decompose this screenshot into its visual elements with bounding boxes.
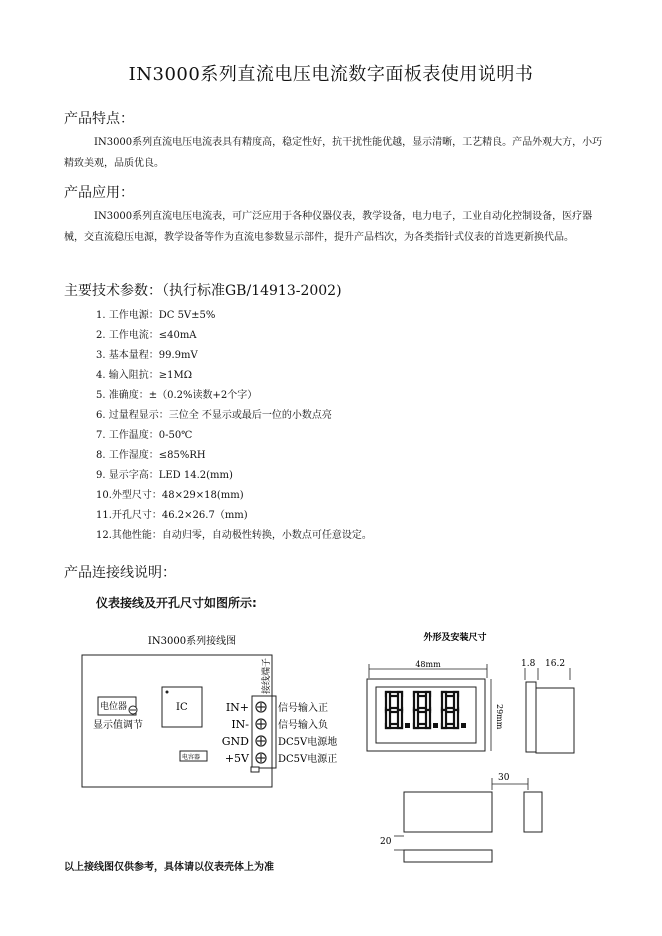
applications-heading: 产品应用： xyxy=(64,185,134,201)
pot-label: 电位器 xyxy=(100,702,128,712)
features-text: IN3000系列直流电压电流表具有精度高，稳定性好，抗干扰性能优越，显示清晰，工艺精良。产品外观大方，小巧精致美观，品质优良。 xyxy=(64,137,603,169)
wiring-note: 以上接线图仅供参考，具体请以仪表壳体上为准 xyxy=(64,862,274,873)
applications-paragraph xyxy=(64,206,604,248)
decimal-point xyxy=(405,723,410,728)
param-item: 11.开孔尺寸：46.2×26.7（mm) xyxy=(96,510,248,521)
param-item: 6. 过量程显示：三位全 不显示或最后一位的小数点亮 xyxy=(96,410,332,421)
wiring-diagram xyxy=(70,628,350,793)
seven-segment-display xyxy=(386,692,466,728)
wiring-heading: 产品连接线说明： xyxy=(64,565,176,581)
depth-a-label: 1.8 xyxy=(521,659,536,669)
param-item: 4. 输入阻抗：≥1MΩ xyxy=(96,370,192,381)
document-title: IN3000系列直流电压电流数字面板表使用说明书 xyxy=(128,64,534,85)
pins-group xyxy=(222,701,338,765)
wiring-diagram-title: IN3000系列接线图 xyxy=(147,636,237,647)
param-item: 12.其他性能：自动归零，自动极性转换，小数点可任意设定。 xyxy=(96,530,372,541)
param-item: 7. 工作温度：0-50℃ xyxy=(96,430,193,441)
cutout-bottom xyxy=(404,850,492,862)
cutout-front xyxy=(404,792,492,832)
segment xyxy=(442,692,446,710)
segment xyxy=(454,710,458,728)
pin-description: DC5V电源正 xyxy=(278,754,338,765)
segment xyxy=(386,692,390,710)
decimal-point xyxy=(433,723,438,728)
cutout-side xyxy=(524,792,542,832)
param-item: 3. 基本量程：99.9mV xyxy=(96,350,198,361)
pin-name: +5V xyxy=(224,752,249,765)
height-label: 29mm xyxy=(495,704,504,730)
width-label: 48mm xyxy=(415,660,441,669)
applications-text: IN3000系列直流电压电流表，可广泛应用于各种仪器仪表，教学设备，电力电子，工业自动化控制设备，医疗器械，交直流稳压电源，教学设备等作为直流电参数显示部件，提升产品档次，为各类指针式仪表的首选更新换代品。 xyxy=(64,211,593,243)
ic-pin1-dot xyxy=(166,691,169,694)
pin-name: IN+ xyxy=(225,701,249,714)
adjust-label: 显示值调节 xyxy=(93,720,143,731)
param-item: 5. 准确度：±（0.2%读数+2个字） xyxy=(96,390,258,401)
wiring-subheading: 仪表接线及开孔尺寸如图所示: xyxy=(96,596,257,610)
param-item: 8. 工作湿度：≤85%RH xyxy=(96,450,206,461)
cut-height-label: 20 xyxy=(380,837,392,847)
segment xyxy=(426,710,430,728)
cut-width-label: 30 xyxy=(498,773,510,783)
dimension-diagram xyxy=(360,628,600,868)
segment xyxy=(442,710,446,728)
param-item: 10.外型尺寸：48×29×18(mm) xyxy=(96,490,244,501)
features-heading: 产品特点： xyxy=(64,111,134,127)
params-list xyxy=(96,306,372,546)
segment xyxy=(454,692,458,710)
depth-b-label: 16.2 xyxy=(545,659,566,669)
segment xyxy=(398,710,402,728)
segment xyxy=(398,692,402,710)
terminal-label: 接线端子 xyxy=(262,657,272,694)
segment xyxy=(414,710,418,728)
segment xyxy=(426,692,430,710)
segment xyxy=(414,692,418,710)
decimal-point xyxy=(461,723,466,728)
pin-description: 信号输入正 xyxy=(278,703,328,714)
params-heading: 主要技术参数：（执行标准GB/14913-2002) xyxy=(64,283,342,299)
pin-description: 信号输入负 xyxy=(278,720,328,731)
pin-description: DC5V电源地 xyxy=(278,737,338,748)
side-bezel xyxy=(526,682,536,752)
param-item: 2. 工作电流：≤40mA xyxy=(96,330,197,341)
param-item: 1. 工作电源：DC 5V±5% xyxy=(96,310,216,321)
dimension-title: 外形及安装尺寸 xyxy=(423,633,487,643)
terminal-tab xyxy=(251,767,259,772)
pin-name: GND xyxy=(221,735,249,748)
pin-name: IN- xyxy=(231,718,249,731)
side-body xyxy=(536,688,574,753)
ic-label: IC xyxy=(176,702,188,713)
param-item: 9. 显示字高：LED 14.2(mm) xyxy=(96,470,233,481)
features-paragraph xyxy=(64,132,604,174)
cap-label: 电容器 xyxy=(182,754,201,761)
segment xyxy=(386,710,390,728)
